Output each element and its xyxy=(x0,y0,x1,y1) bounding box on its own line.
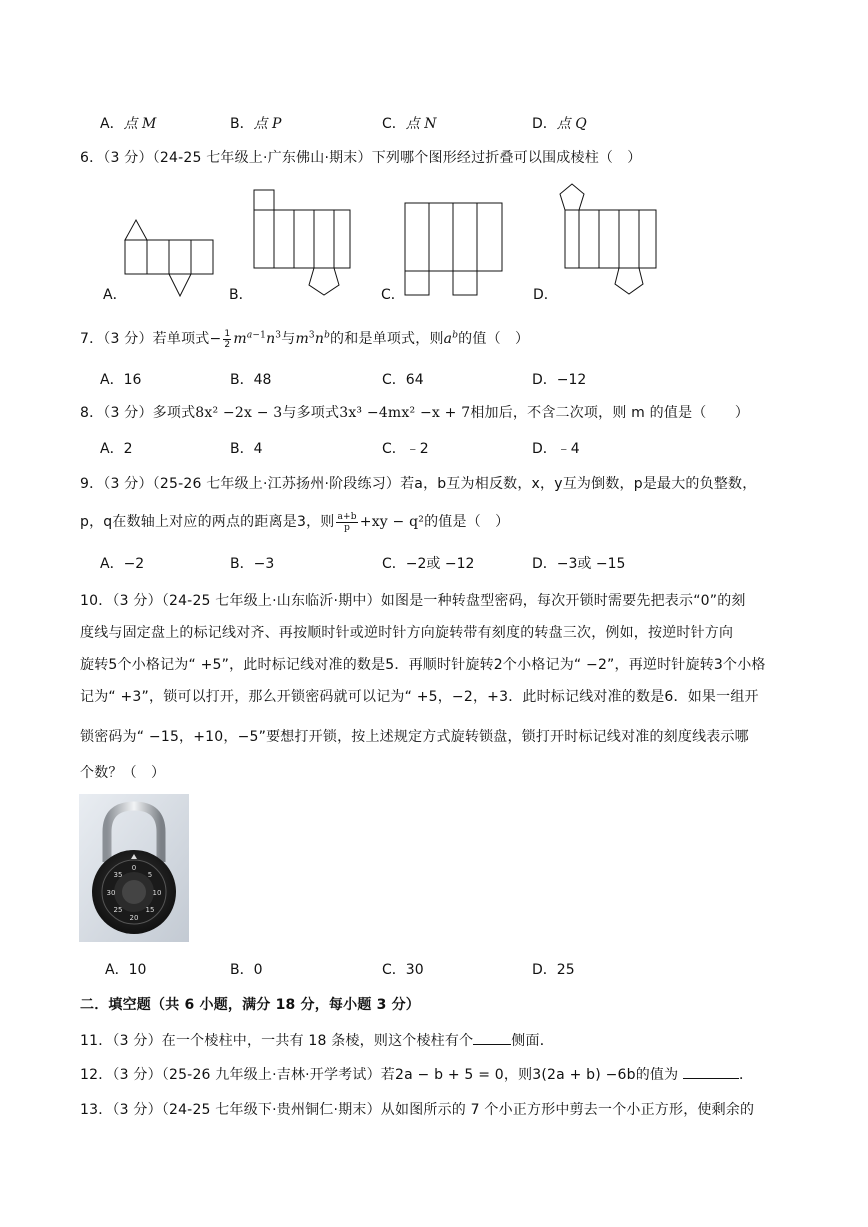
dial-number-35: 35 xyxy=(113,871,123,879)
q5-option-d[interactable]: D．点 Q xyxy=(532,116,587,132)
q12-stem: 12．（3 分）（25-26 九年级上·吉林·开学考试）若2a − b + 5 = 0，则3(2a + b) −6b的值为 ． xyxy=(80,1064,753,1084)
q8-poly2: 3x³ −4mx² −x + 7 xyxy=(339,405,471,421)
q8-option-c[interactable]: C．﹣2 xyxy=(382,441,429,457)
q6-stem: 6．（3 分）（24-25 七年级上·广东佛山·期末）下列哪个图形经过折叠可以围成棱柱（ ） xyxy=(80,150,642,166)
q9-option-a[interactable]: A．−2 xyxy=(100,556,145,572)
dial-number-25: 25 xyxy=(113,906,123,914)
dial-number-5: 5 xyxy=(147,871,153,879)
q10-line-2: 度线与固定盘上的标记线对齐、再按顺时针或逆时针方向旋转带有刻度的转盘三次，例如，按逆时针方向 xyxy=(80,625,734,641)
q10-line-6: 个数？（ ） xyxy=(80,765,166,781)
q6-label-d[interactable]: D． xyxy=(533,287,558,303)
q8-options xyxy=(100,438,820,458)
combination-lock-image xyxy=(79,794,189,942)
q8-option-b[interactable]: B．4 xyxy=(230,441,263,457)
q6-figure-b xyxy=(250,188,360,298)
dial-number-15: 15 xyxy=(145,906,155,914)
q10-line-4: 记为“ +3”，锁可以打开，那么开锁密码就可以记为“ +5，−2，+3．此时标记线对准的数是6．如果一组开 xyxy=(80,689,759,705)
q9-option-d[interactable]: D．−3或 −15 xyxy=(532,556,626,572)
q10-option-b[interactable]: B．0 xyxy=(230,962,263,978)
q6-label-b[interactable]: B． xyxy=(229,287,253,303)
q7-prefix: 7．（3 分）若单项式 xyxy=(80,331,210,347)
q8-option-a[interactable]: A．2 xyxy=(100,441,133,457)
dial-number-20: 20 xyxy=(129,914,139,922)
q6-label-c[interactable]: C． xyxy=(381,287,405,303)
section-2-heading: 二．填空题（共 6 小题，满分 18 分，每小题 3 分） xyxy=(80,997,421,1013)
q9-option-c[interactable]: C．−2或 −12 xyxy=(382,556,475,572)
q10-option-c[interactable]: C．30 xyxy=(382,962,424,978)
q11-answer-blank[interactable] xyxy=(473,1030,511,1045)
q6-label-a[interactable]: A． xyxy=(103,287,127,303)
q8-option-d[interactable]: D．﹣4 xyxy=(532,441,580,457)
q9-fraction: $\frac{a+b}{p}$ xyxy=(337,511,357,533)
dial-number-30: 30 xyxy=(106,889,116,897)
q7-option-b[interactable]: B．48 xyxy=(230,372,272,388)
q8-poly1: 8x² −2x − 3 xyxy=(195,405,283,421)
q10-line-5: 锁密码为“ −15，+10，−5”要想打开锁，按上述规定方式旋转锁盘，锁打开时标记线对准的刻度线表示哪 xyxy=(80,729,749,745)
q7-option-a[interactable]: A．16 xyxy=(100,372,142,388)
q5-option-a[interactable]: A．点 M xyxy=(100,116,157,132)
q11-stem: 11．（3 分）在一个棱柱中，一共有 18 条棱，则这个棱柱有个 侧面． xyxy=(80,1030,554,1050)
q7-stem: 7．（3 分）若单项式− $\frac{1}{2}$ $m^{a-1}n^3$与$m^3n^b$的和是单项式，则$a^b$的值（ ） xyxy=(80,328,530,350)
q9-option-b[interactable]: B．−3 xyxy=(230,556,275,572)
q9-line2: p，q在数轴上对应的两点的距离是3，则 $\frac{a+b}{p}$ +xy − q²的值是（ ） xyxy=(80,511,510,533)
q10-line-3: 旋转5个小格记为“ +5”，此时标记线对准的数是5．再顺时针旋转2个小格记为“ −2”，再逆时针旋转3个小格 xyxy=(80,657,766,673)
q6-figure-c xyxy=(402,200,507,300)
q5-option-c[interactable]: C．点 N xyxy=(382,116,437,132)
q8-stem: 8．（3 分）多项式8x² −2x − 3与多项式3x³ −4mx² −x + 7相加后，不含二次项，则 m 的值是（ ） xyxy=(80,405,750,421)
q10-options xyxy=(100,959,820,979)
q5-options xyxy=(100,113,820,133)
q7-option-d[interactable]: D．−12 xyxy=(532,372,587,388)
q9-options xyxy=(100,553,820,573)
q10-option-d[interactable]: D．25 xyxy=(532,962,575,978)
q9-line1: 9．（3 分）（25-26 七年级上·江苏扬州·阶段练习）若a，b互为相反数，x，y互为倒数，p是最大的负整数， xyxy=(80,476,757,492)
q12-answer-blank[interactable] xyxy=(683,1064,739,1079)
q6-figure-a xyxy=(120,210,220,270)
q7-options xyxy=(100,369,820,389)
dial-number-0: 0 xyxy=(131,864,137,872)
q13-stem: 13．（3 分）（24-25 七年级下·贵州铜仁·期末）从如图所示的 7 个小正方形中剪去一个小正方形，使剩余的 xyxy=(80,1102,755,1118)
dial-number-10: 10 xyxy=(152,889,162,897)
q7-option-c[interactable]: C．64 xyxy=(382,372,424,388)
q7-fraction: $\frac{1}{2}$ xyxy=(224,328,231,350)
q10-option-a[interactable]: A．10 xyxy=(105,962,147,978)
q5-option-b[interactable]: B．点 P xyxy=(230,116,282,132)
q6-figure-d xyxy=(555,180,665,300)
q10-line-1: 10．（3 分）（24-25 七年级上·山东临沂·期中）如图是一种转盘型密码，每次开锁时需要先把表示“0”的刻 xyxy=(80,593,746,609)
